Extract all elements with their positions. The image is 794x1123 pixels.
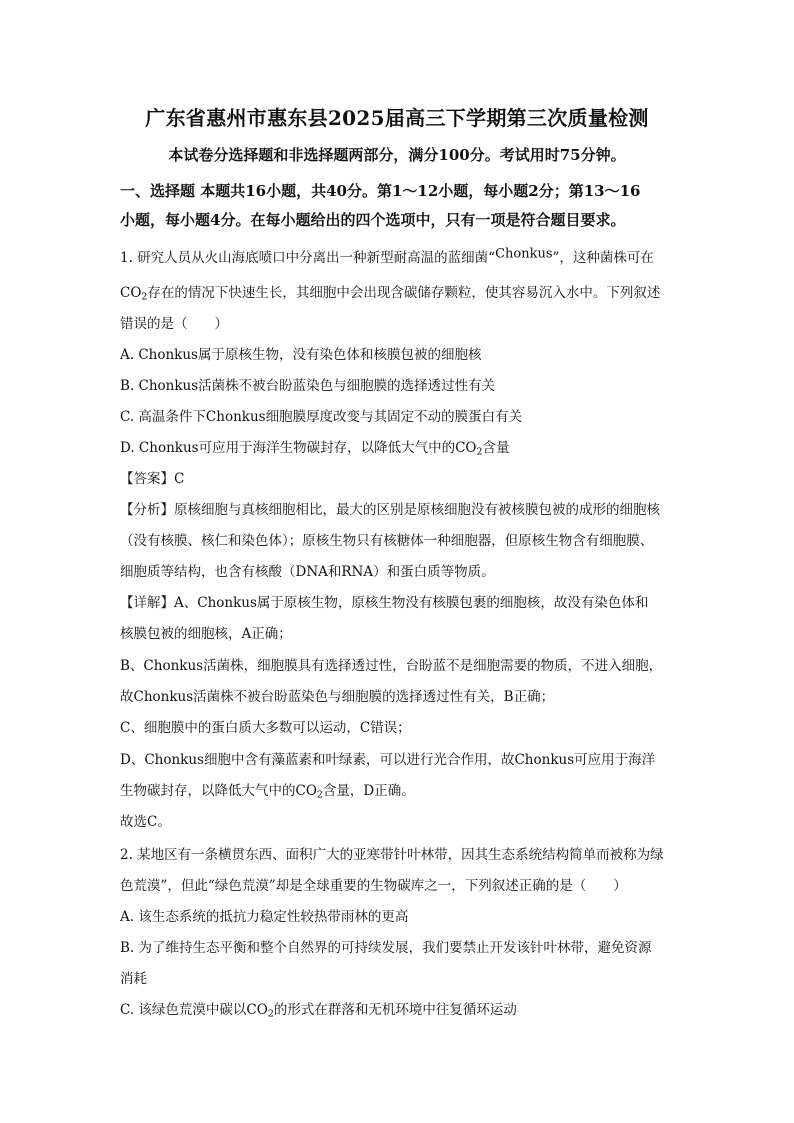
q1-detail-a-line-1: 【详解】A、Chonkus属于原核生物，原核生物没有核膜包裹的细胞核，故没有染色体和 <box>120 595 649 611</box>
exam-info: 本试卷分选择题和非选择题两部分，满分100分。考试用时75分钟。 <box>168 146 626 164</box>
co2-formula: CO <box>120 285 142 301</box>
q2-option-c <box>120 998 680 1019</box>
q1-detail-b-line-1: B、Chonkus活菌株，细胞膜具有选择透过性，台盼蓝不是细胞需要的物质，不进入细胞， <box>120 658 663 674</box>
q1-stem-chonkus: Chonkus <box>495 246 553 262</box>
q1-detail-d-text-end: 含量，D正确。 <box>322 783 415 799</box>
section-heading-line-1: 一、选择题 本题共16小题，共40分。第1～12小题，每小题2分；第13～16 <box>120 182 641 200</box>
q1-detail-a-line-2: 核膜包被的细胞核，A正确； <box>120 626 292 642</box>
co2-subscript: 2 <box>476 446 483 458</box>
q1-analysis-line-2: （没有核膜、核仁和染色体）；原核生物只有核糖体一种细胞器，但原核生物含有细胞膜、 <box>120 533 654 549</box>
page-title: 广东省惠州市惠东县2025届高三下学期第三次质量检测 <box>145 106 649 130</box>
q2-option-b-line-1: B. 为了维持生态平衡和整个自然界的可持续发展，我们要禁止开发该针叶林带，避免资源 <box>120 940 652 956</box>
q2-option-b-line-2: 消耗 <box>120 971 147 987</box>
q1-option-d-text-end: 含量 <box>482 440 510 456</box>
q2-stem-line-2: 色荒漠”，但此“绿色荒漠”却是全球重要的生物碳库之一，下列叙述正确的是（ ） <box>120 878 627 894</box>
q1-stem-line-1 <box>120 246 680 266</box>
q1-option-a: A. Chonkus属于原核生物，没有染色体和核膜包被的细胞核 <box>120 347 482 363</box>
q2-option-a: A. 该生态系统的抵抗力稳定性较热带雨林的更高 <box>120 909 409 925</box>
q1-option-d-text: D. Chonkus可应用于海洋生物碳封存，以降低大气中的CO <box>120 440 477 456</box>
q1-analysis-line-3: 细胞质等结构，也含有核酸（DNA和RNA）和蛋白质等物质。 <box>120 564 495 580</box>
q1-stem-text: 1. 研究人员从火山海底喷口中分离出一种新型耐高温的蓝细菌“ <box>120 250 496 266</box>
q1-stem-line-3: 错误的是（ ） <box>120 316 228 332</box>
co2-subscript: 2 <box>316 789 323 801</box>
q1-detail-d-line-1: D、Chonkus细胞中含有藻蓝素和叶绿素，可以进行光合作用，故Chonkus可应用于海洋 <box>120 752 656 768</box>
q1-detail-d-text: 生物碳封存，以降低大气中的CO <box>120 783 317 799</box>
q1-stem-text-end: ”，这种菌株可在 <box>552 250 654 266</box>
q1-detail-c: C、细胞膜中的蛋白质大多数可以运动，C错误； <box>120 720 411 736</box>
section-heading-line-2: 小题，每小题4分。在每小题给出的四个选项中，只有一项是符合题目要求。 <box>120 211 626 229</box>
q1-detail-b-line-2: 故Chonkus活菌株不被台盼蓝染色与细胞膜的选择透过性有关，B正确； <box>120 689 555 705</box>
q2-stem-line-1: 2. 某地区有一条横贯东西、面积广大的亚寒带针叶林带，因其生态系统结构简单而被称为绿 <box>120 847 664 863</box>
q1-detail-d-line-2 <box>120 779 680 800</box>
q1-conclusion: 故选C。 <box>120 814 171 830</box>
q1-analysis-line-1: 【分析】原核细胞与真核细胞相比，最大的区别是原核细胞没有被核膜包被的成形的细胞核 <box>120 502 660 518</box>
co2-subscript: 2 <box>141 291 148 303</box>
q1-stem-line-2 <box>120 281 680 302</box>
q1-answer: 【答案】C <box>120 471 185 487</box>
q2-option-c-text-end: 的形式在群落和无机环境中往复循环运动 <box>273 1002 517 1018</box>
q1-option-b: B. Chonkus活菌株不被台盼蓝染色与细胞膜的选择透过性有关 <box>120 378 496 394</box>
q1-option-c: C. 高温条件下Chonkus细胞膜厚度改变与其固定不动的膜蛋白有关 <box>120 409 523 425</box>
q1-option-d <box>120 436 680 457</box>
co2-subscript: 2 <box>267 1008 274 1020</box>
q1-stem-text-2: 存在的情况下快速生长，其细胞中会出现含碳储存颗粒，使其容易沉入水中。下列叙述 <box>147 285 661 301</box>
q2-option-c-text: C. 该绿色荒漠中碳以CO <box>120 1002 268 1018</box>
